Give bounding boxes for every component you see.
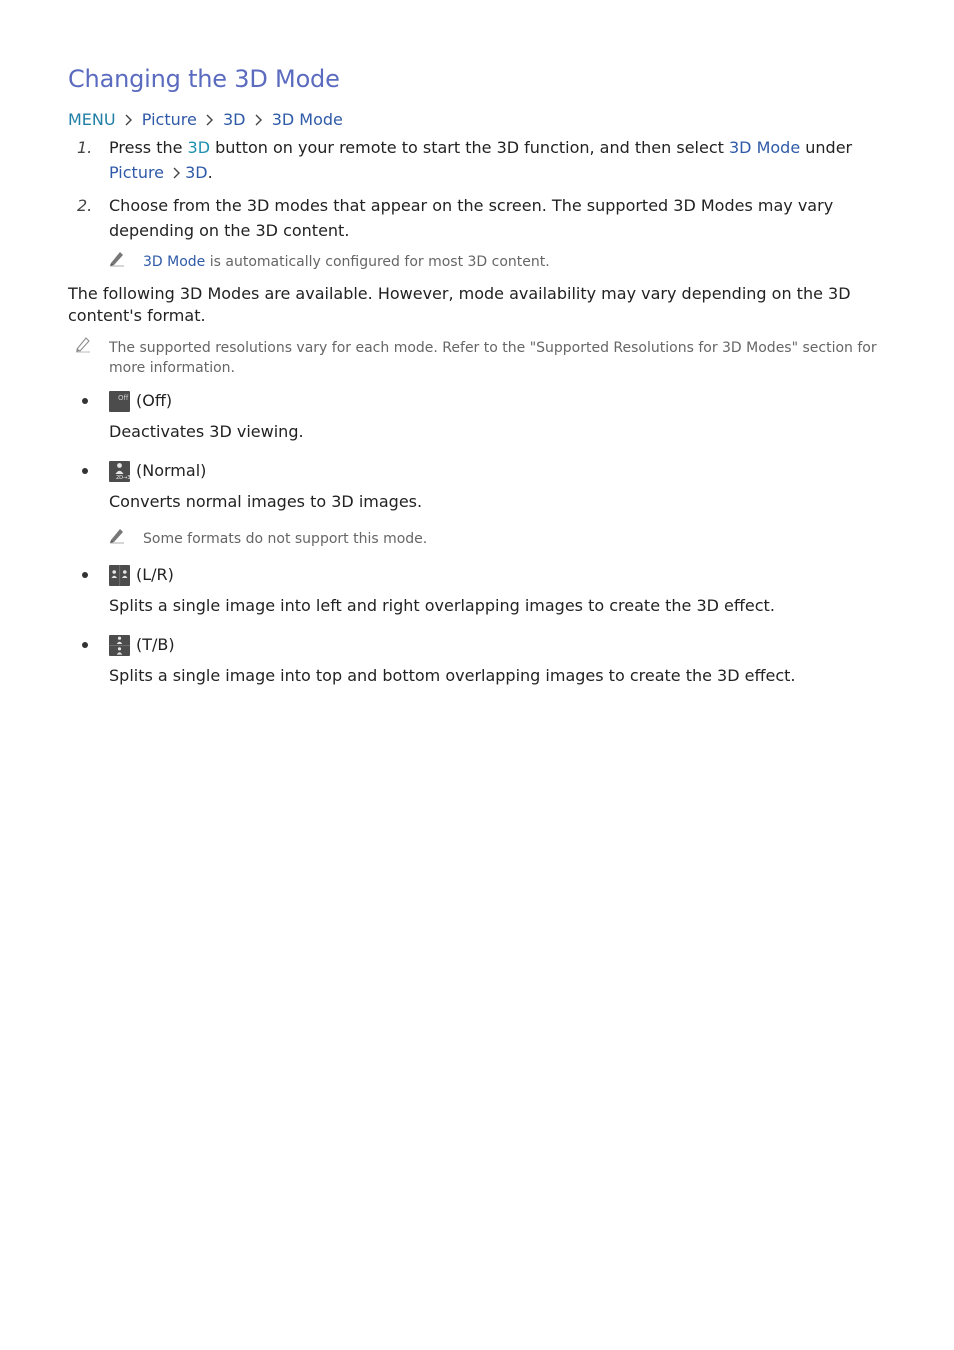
bullet [82,642,88,648]
list-item [68,634,888,687]
icon-label: 2D→3D [116,474,135,481]
mode-label: (Off) [136,391,173,410]
note-text: Some formats do not support this mode. [143,531,428,547]
step-number: 1. [77,138,93,157]
bullet [82,468,88,474]
chevron-right-icon [255,108,263,132]
note-auto-config [143,252,888,272]
step-text: Choose from the 3D modes that appear on the screen. The supported 3D Modes may vary depending on the 3D content. [109,196,834,240]
steps-list [68,135,888,243]
normal-mode-icon [109,461,135,482]
list-item [68,460,888,513]
menu-3d-mode-link[interactable]: 3D Mode [728,138,801,157]
chevron-right-icon [173,160,181,185]
breadcrumb [68,108,888,132]
mode-description: Splits a single image into top and bottom overlapping images to create the 3D effect. [109,666,796,685]
breadcrumb-3d[interactable]: 3D [223,110,246,129]
pencil-icon [108,249,126,273]
note-text: The supported resolutions vary for each mode. Refer to the "Supported Resolutions for 3D Modes" section for more information. [109,340,877,376]
list-item [68,390,888,443]
breadcrumb-menu[interactable]: MENU [68,110,116,129]
breadcrumb-3d-mode[interactable]: 3D Mode [271,110,343,129]
bullet [82,398,88,404]
step-text: Press the [109,138,188,157]
step-text: . [207,163,213,182]
mode-description: Converts normal images to 3D images. [109,492,423,511]
pencil-icon [108,526,126,550]
top-bottom-mode-icon [109,635,130,656]
intro-paragraph: The following 3D Modes are available. However, mode availability may vary depending on the 3D content's format. [68,284,851,325]
step-1 [68,135,888,185]
menu-3d-link[interactable]: 3D [185,163,208,182]
mode-label: (Normal) [136,461,207,480]
mode-label: (L/R) [136,565,174,584]
chevron-right-icon [125,108,133,132]
breadcrumb-picture[interactable]: Picture [141,110,197,129]
page-title: Changing the 3D Mode [68,65,340,93]
mode-description: Splits a single image into left and right overlapping images to create the 3D effect. [109,596,775,615]
left-right-mode-icon [109,565,130,586]
modes-list [68,390,888,687]
step-number: 2. [77,196,93,215]
mode-label: (T/B) [136,635,175,654]
step-text: button on your remote to start the 3D function, and then select [210,138,729,157]
note-formats [143,529,888,549]
mode-description: Deactivates 3D viewing. [109,422,304,441]
pencil-icon [74,335,92,359]
menu-picture-link[interactable]: Picture [109,163,165,182]
note-resolutions [109,338,898,378]
icon-label: Off [118,393,129,402]
step-2 [68,193,888,243]
list-item [68,564,888,617]
off-mode-icon [109,391,130,412]
step-text: under [800,138,853,157]
chevron-right-icon [206,108,214,132]
note-highlight: 3D Mode [143,254,206,270]
note-text: is automatically configured for most 3D content. [205,254,550,270]
button-3d-label: 3D [187,138,211,157]
bullet [82,572,88,578]
page-content [68,62,888,687]
